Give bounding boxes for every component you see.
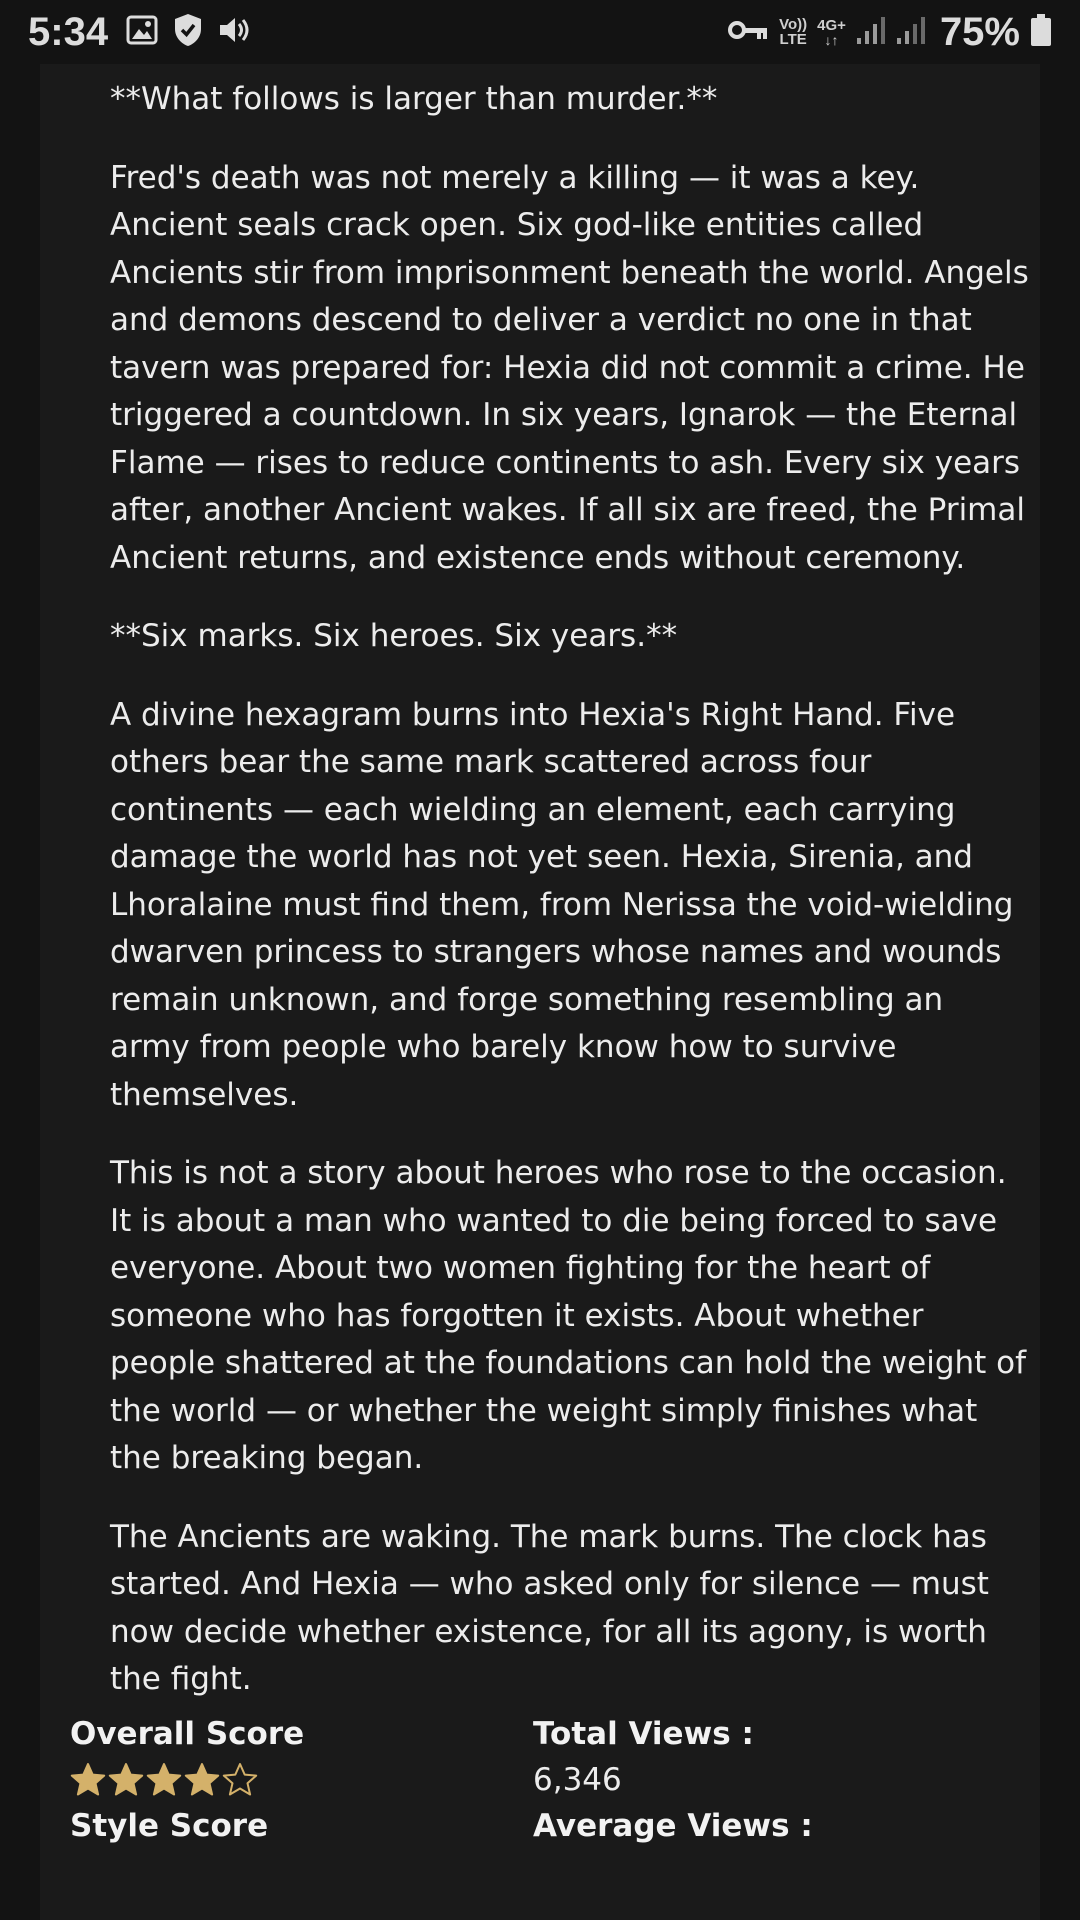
star-filled-icon: [146, 1762, 182, 1798]
star-filled-icon: [70, 1762, 106, 1798]
star-filled-icon: [184, 1762, 220, 1798]
synopsis-paragraph: The Ancients are waking. The mark burns. The clock has started. And Hexia — who asked only for silence — must now decide whether existence, for all its agony, is worth the fight.: [110, 1518, 989, 1697]
views-column: [533, 1712, 813, 1848]
volte-top: Vo)): [779, 16, 808, 33]
star-filled-icon: [108, 1762, 144, 1798]
shield-icon: [172, 12, 204, 52]
synopsis-paragraph: **Six marks. Six heroes. Six years.**: [110, 618, 678, 654]
data-arrows-icon: ↓↑: [824, 31, 839, 48]
synopsis: [110, 64, 1030, 1735]
total-views-value: 6,346: [533, 1762, 622, 1798]
overall-score-label: Overall Score: [70, 1716, 305, 1752]
total-views-label: Total Views :: [533, 1716, 754, 1752]
synopsis-paragraph: This is not a story about heroes who rose to the occasion. It is about a man who wanted to die being forced to save everyone. About two women fighting for the heart of someone who has forgotten it exists. About whether people shattered at the foundations can hold the weight of the world — or whether the weight simply finishes what the breaking began.: [110, 1155, 1027, 1476]
status-left-icons: [126, 12, 252, 52]
volume-icon: [218, 15, 252, 49]
data-type-indicator: [817, 18, 846, 47]
gallery-icon: [126, 15, 158, 49]
star-empty-icon: [222, 1762, 258, 1798]
stats-section: [70, 1712, 970, 1862]
style-score-label: Style Score: [70, 1808, 269, 1844]
signal-icon: [856, 14, 886, 50]
synopsis-paragraph: **What follows is larger than murder.**: [110, 81, 718, 117]
book-detail-page: [40, 64, 1040, 1920]
status-bar: [0, 0, 1080, 64]
signal-icon: [896, 14, 926, 50]
volte-indicator: [779, 17, 807, 47]
scores-column: [70, 1712, 304, 1848]
synopsis-paragraph: Fred's death was not merely a killing — it was a key. Ancient seals crack open. Six god-like entities called Ancients stir from imprisonment beneath the world. Angels and demons descend to deliver a verdict no one in that tavern was prepared for: Hexia did not commit a crime. He triggered a countdown. In six years, Ignarok — the Eternal Flame — rises to reduce continents to ash. Every six years after, another Ancient wakes. If all six are freed, the Primal Ancient returns, and existence ends without ceremony.: [110, 159, 1029, 576]
status-time: 5:34: [28, 9, 109, 54]
status-right-icons: [727, 10, 1052, 55]
battery-icon: [1030, 13, 1052, 51]
synopsis-paragraph: A divine hexagram burns into Hexia's Right Hand. Five others bear the same mark scattered across four continents — each wielding an element, each carrying damage the world has not yet seen. Hexia, Sirenia, and Lhoralaine must find them, from Nerissa the void-wielding dwarven princess to strangers whose names and wounds remain unknown, and forge something resembling an army from people who barely know how to survive themselves.: [110, 696, 1014, 1113]
vpn-key-icon: [727, 17, 769, 47]
overall-score-stars: [70, 1756, 304, 1804]
volte-bottom: LTE: [779, 31, 807, 48]
average-views-label: Average Views :: [533, 1808, 813, 1844]
battery-percent: 75%: [939, 9, 1020, 54]
data-type-label: 4G+: [817, 16, 846, 34]
